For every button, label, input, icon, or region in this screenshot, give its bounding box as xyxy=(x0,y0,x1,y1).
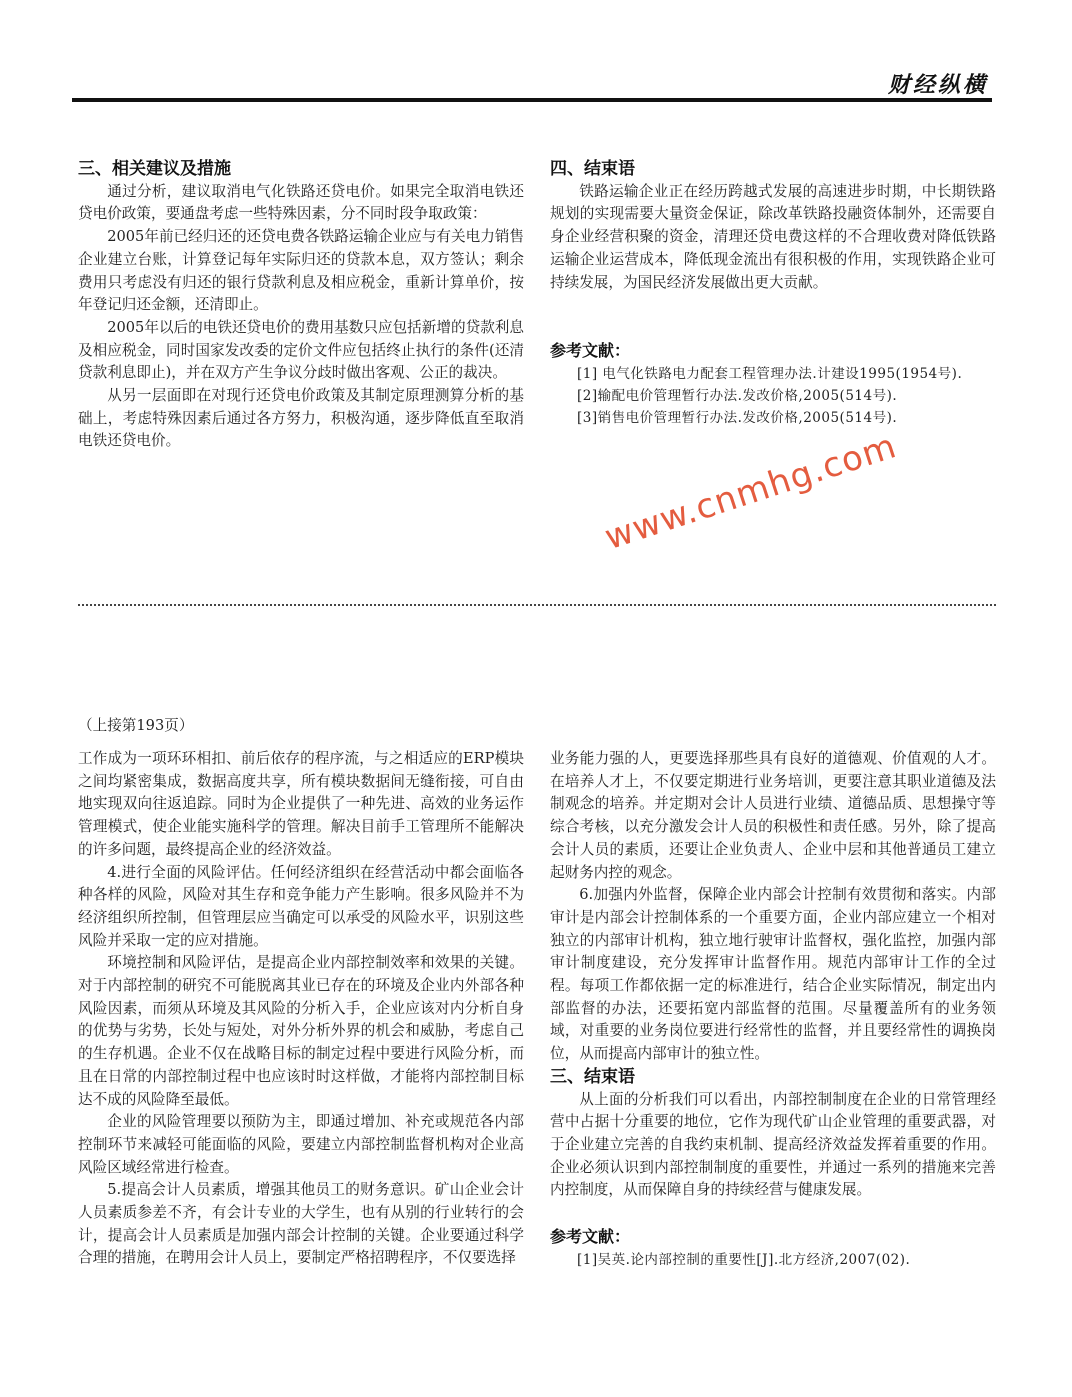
reference-item: [1] 电气化铁路电力配套工程管理办法.计建设1995(1954号). xyxy=(577,365,963,382)
continued-from-note: （上接第193页） xyxy=(78,717,194,734)
journal-section-title: 财经纵横 xyxy=(887,72,988,98)
header-rule xyxy=(72,98,992,102)
paragraph: 2005年以后的电铁还贷电价的费用基数只应包括新增的贷款利息及相应税金，同时国家发改委的定价文件应包括终止执行的条件(还清贷款利息即止)，并在双方产生争议分歧时做出客观、公正的裁决。 xyxy=(78,318,524,382)
reference-item: [2]输配电价管理暂行办法.发改价格,2005(514号). xyxy=(577,387,898,404)
paragraph: 从另一层面即在对现行还贷电价政策及其制定原理测算分析的基础上，考虑特殊因素后通过各方努力，积极沟通，逐步降低直至取消电铁还贷电价。 xyxy=(78,387,524,450)
paragraph: 铁路运输企业正在经历跨越式发展的高速进步时期，中长期铁路规划的实现需要大量资金保证，除改革铁路投融资体制外，还需要自身企业经营积聚的资金，清理还贷电费这样的不合理收费对降低铁路运输企业运营成本，降低现金流出有很积极的作用，实现铁路企业可持续发展，为国民经济发展做出更大贡献。 xyxy=(550,182,996,291)
top-left-column xyxy=(78,158,524,453)
references-heading: 参考文献： xyxy=(550,1227,631,1247)
paragraph: 从上面的分析我们可以看出，内部控制制度在企业的日常管理经营中占据十分重要的地位，它作为现代矿山企业管理的重要武器，对于企业建立完善的自我约束机制、提高经济效益发挥着重要的作用。企业必须认识到内部控制制度的重要性，并通过一系列的措施来完善内控制度，从而保障自身的持续经营与健康发展。 xyxy=(550,1090,996,1199)
section-heading: 三、结束语 xyxy=(550,1066,635,1087)
paragraph: 2005年前已经归还的还贷电费各铁路运输企业应与有关电力销售企业建立台账，计算登记每年实际归还的贷款本息，双方签认；剩余费用只考虑没有归还的银行贷款利息及相应税金，重新计算单价，按年登记归还金额，还清即止。 xyxy=(78,228,524,314)
paragraph: 通过分析，建议取消电气化铁路还贷电价。如果完全取消电铁还贷电价政策，要通盘考虑一些特殊因素，分不同时段争取政策： xyxy=(78,182,524,223)
paragraph: 5.提高会计人员素质，增强其他员工的财务意识。矿山企业会计人员素质参差不齐，有会计专业的大学生，也有从别的行业转行的会计，提高会计人员素质是加强内部会计控制的关键。企业要通过科学合理的措施，在聘用会计人员上，要制定严格招聘程序，不仅要选择 xyxy=(78,1181,524,1267)
paragraph: 业务能力强的人，更要选择那些具有良好的道德观、价值观的人才。在培养人才上，不仅要定期进行业务培训，更要注意其职业道德及法制观念的培养。并定期对会计人员进行业绩、道德品质、思想操守等综合考核，以充分激发会计人员的积极性和责任感。另外，除了提高会计人员的素质，还要让企业负责人、企业中层和其他普通员工建立起财务内控的观念。 xyxy=(550,750,996,881)
paragraph: 4.进行全面的风险评估。任何经济组织在经营活动中都会面临各种各样的风险，风险对其生存和竞争能力产生影响。很多风险并不为经济组织所控制，但管理层应当确定可以承受的风险水平，识别这些风险并采取一定的应对措施。 xyxy=(78,863,524,949)
bottom-left-column xyxy=(78,748,524,1270)
dotted-divider xyxy=(78,604,996,606)
section-heading: 三、相关建议及措施 xyxy=(78,159,231,179)
paragraph: 环境控制和风险评估，是提高企业内部控制效率和效果的关键。对于内部控制的研究不可能脱离其业已存在的环境及企业内外部各种风险因素，而须从环境及其风险的分析入手，企业应该对内分析自身的优势与劣势，长处与短处，对外分析外界的机会和威胁，考虑自己的生存机遇。企业不仅在战略目标的制定过程中要进行风险分析，而且在日常的内部控制过程中也应该时时这样做，才能将内部控制目标达不成的风险降至最低。 xyxy=(78,954,524,1108)
watermark: www.cnmhg.com xyxy=(600,426,902,559)
paragraph: 工作成为一项环环相扣、前后依存的程序流，与之相适应的ERP模块之间均紧密集成，数据高度共享，所有模块数据间无缝衔接，可自由地实现双向往返追踪。同时为企业提供了一种先进、高效的业务运作管理模式，使企业能实施科学的管理。解决目前手工管理所不能解决的许多问题，最终提高企业的经济效益。 xyxy=(78,750,524,858)
reference-item: [1]吴英.论内部控制的重要性[J].北方经济,2007(02). xyxy=(577,1251,911,1268)
section-heading: 四、结束语 xyxy=(550,159,635,179)
paragraph: 企业的风险管理要以预防为主，即通过增加、补充或规范各内部控制环节来减轻可能面临的风险，要建立内部控制监督机构对企业高风险区域经常进行检查。 xyxy=(78,1113,524,1176)
reference-item: [3]销售电价管理暂行办法.发改价格,2005(514号). xyxy=(577,409,898,426)
paragraph: 6.加强内外监督，保障企业内部会计控制有效贯彻和落实。内部审计是内部会计控制体系的一个重要方面，企业内部应建立一个相对独立的内部审计机构，独立地行驶审计监督权，强化监控，加强内部审计制度建设，充分发挥审计监督作用。规范内部审计工作的全过程。每项工作都依据一定的标准进行，结合企业实际情况，制定出内部监督的办法，还要拓宽内部监督的范围。尽量覆盖所有的业务领域，对重要的业务岗位要进行经常性的监督，并且要经常性的调换岗位，从而提高内部审计的独立性。 xyxy=(550,886,996,1063)
bottom-right-column xyxy=(550,748,996,1271)
top-right-column xyxy=(550,158,996,429)
references-heading: 参考文献： xyxy=(550,341,631,361)
